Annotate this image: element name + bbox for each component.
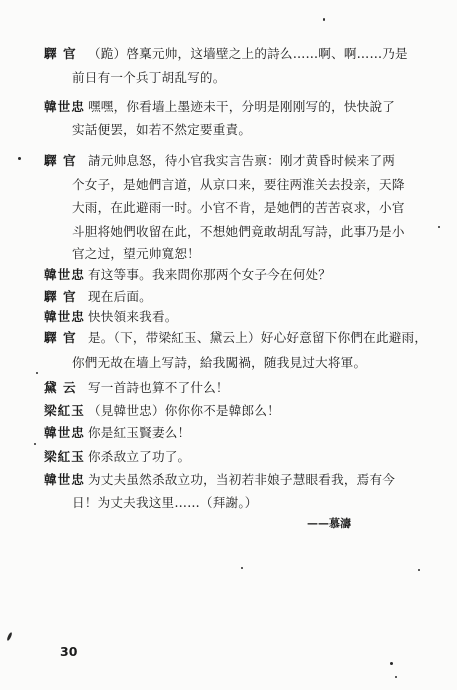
dialogue-line: 现在后面。 [88,289,152,304]
dialogue-line: 是。（下，带梁紅玉、黛云上）好心好意留下你們在此避雨， [88,330,428,345]
dialogue-line: 有这等事。我来問你那两个女子今在何处？ [88,267,332,282]
speaker-name: 黛 云 [44,380,77,395]
scan-speck [395,676,397,678]
scan-speck [34,443,36,445]
speaker-name: 驛 官 [44,153,77,168]
scan-speck [418,569,420,571]
signature: ——慕濤 [307,517,351,530]
dialogue-line: 嘿嘿，你看墙上墨迹未干，分明是刚刚写的，快快說了 [88,99,396,114]
dialogue-continuation-line: 实話便罢，如若不然定要重責。 [72,122,252,137]
speaker-name: 韓世忠 [44,309,85,324]
speaker-name: 驛 官 [44,330,77,345]
dialogue-continuation-line: 官之过，望元帅寬恕！ [72,246,200,261]
dialogue-continuation-line: 大雨，在此避雨一时。小官不肯，是她們的苦苦哀求，小官 [72,200,405,215]
speaker-name: 梁紅玉 [44,449,85,464]
dialogue-line: 写一首詩也算不了什么！ [88,380,229,395]
dialogue-continuation-line: 你們无故在墙上写詩，給我闖禍，随我見过大将軍。 [72,355,367,370]
speaker-name: 韓世忠 [44,99,85,114]
scan-speck [36,372,38,374]
dialogue-line: （見韓世忠）你你你不是韓郎么！ [88,403,280,418]
speaker-name: 驛 官 [44,289,77,304]
scan-speck [323,18,325,21]
dialogue-line: 为丈夫虽然杀敌立功，当初若非娘子慧眼看我，焉有今 [88,472,396,487]
speaker-name: 梁紅玉 [44,403,85,418]
speaker-name: 韓世忠 [44,267,85,282]
scan-speck [18,157,21,160]
scan-speck [390,662,393,665]
dialogue-line: （跪）啓稟元帅，这墙壁之上的詩么……啊、啊……乃是 [88,46,408,61]
speaker-name: 驛 官 [44,46,77,61]
dialogue-continuation-line: 日！为丈夫我这里……（拜謝。） [72,495,258,510]
speaker-name: 韓世忠 [44,472,85,487]
dialogue-line: 快快領来我看。 [88,309,178,324]
dialogue-continuation-line: 个女子，是她們言道，从京口来，要往两淮关去投亲，天降 [72,177,405,192]
dialogue-line: 請元帅息怒，待小官我实言告禀：刚才黄昏时候来了两 [88,153,396,168]
dialogue-continuation-line: 前日有一个兵丁胡乱写的。 [72,70,226,85]
scan-speck [438,226,440,228]
dialogue-line: 你杀敌立了功了。 [88,449,191,464]
dialogue-line: 你是紅玉賢妻么！ [88,425,191,440]
scan-speck [241,567,243,569]
dialogue-continuation-line: 斗胆将她們收留在此，不想她們竟敢胡乱写詩，此事乃是小 [72,224,405,239]
page-number: 30 [60,644,78,659]
speaker-name: 韓世忠 [44,425,85,440]
